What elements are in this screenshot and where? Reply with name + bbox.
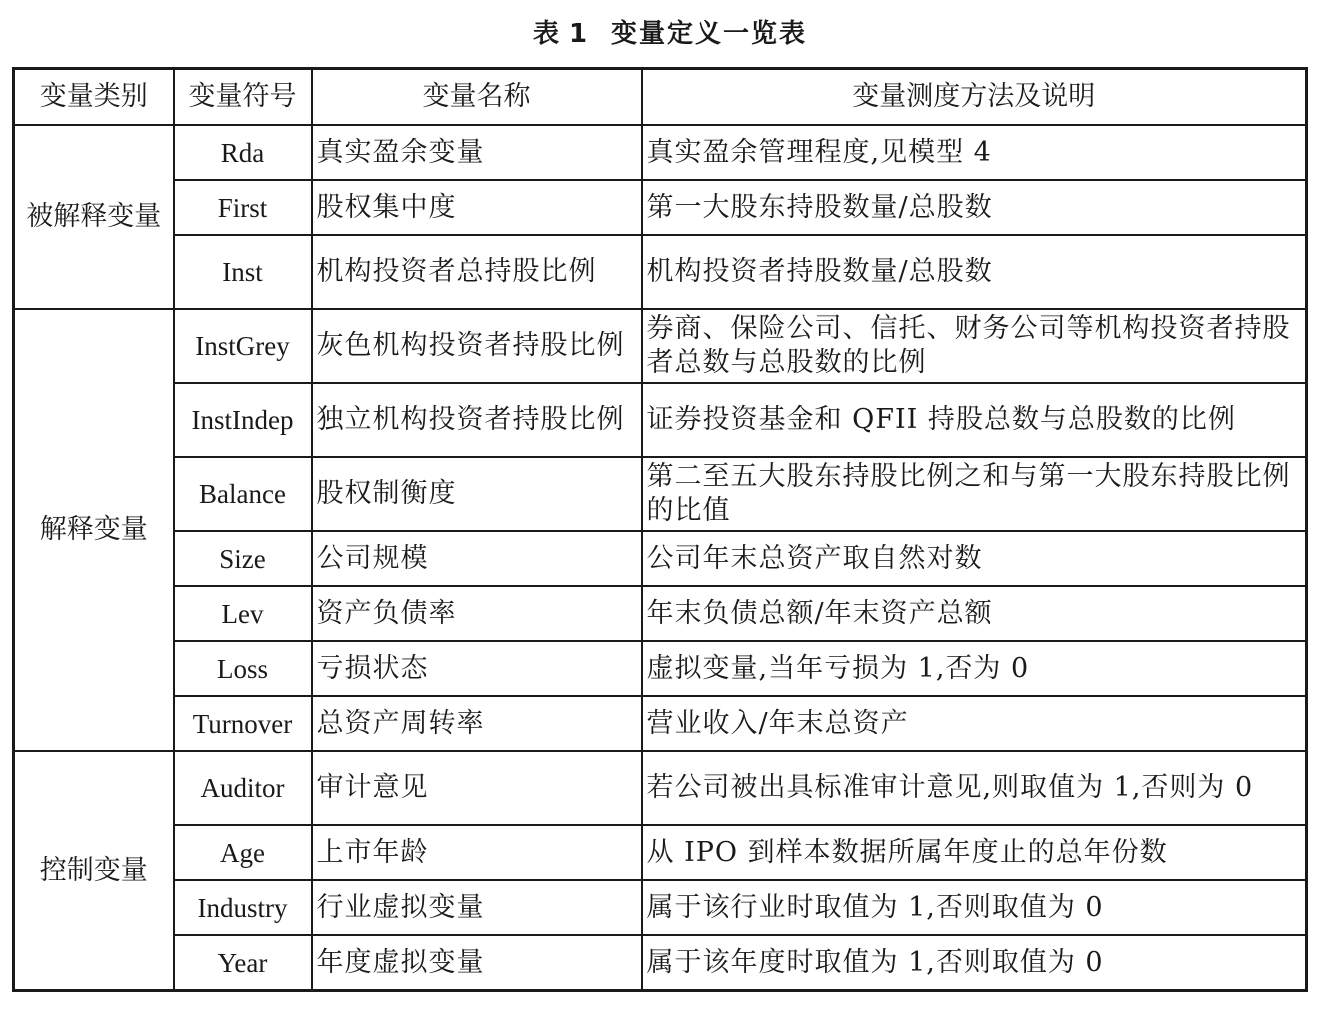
description-cell: 第二至五大股东持股比例之和与第一大股东持股比例的比值 [642,457,1307,531]
table-row [14,880,1307,935]
symbol-cell: InstGrey [174,309,312,383]
header-row [14,69,1307,126]
name-cell: 真实盈余变量 [312,125,642,180]
name-cell: 灰色机构投资者持股比例 [312,309,642,383]
variable-definition-table [12,67,1308,992]
symbol-cell: Lev [174,586,312,641]
description-cell: 若公司被出具标准审计意见,则取值为 1,否则为 0 [642,751,1307,825]
table-row [14,641,1307,696]
caption-title: 变量定义一览表 [611,19,808,49]
category-cell: 控制变量 [14,751,174,991]
header-name: 变量名称 [312,69,642,126]
symbol-cell: First [174,180,312,235]
symbol-cell: Loss [174,641,312,696]
caption-label: 表 [532,19,561,49]
table-row [14,235,1307,309]
description-cell: 公司年末总资产取自然对数 [642,531,1307,586]
name-cell: 行业虚拟变量 [312,880,642,935]
name-cell: 公司规模 [312,531,642,586]
name-cell: 年度虚拟变量 [312,935,642,991]
table-row [14,696,1307,751]
name-cell: 股权制衡度 [312,457,642,531]
name-cell: 资产负债率 [312,586,642,641]
symbol-cell: Rda [174,125,312,180]
table-row [14,531,1307,586]
description-cell: 营业收入/年末总资产 [642,696,1307,751]
table-row [14,825,1307,880]
table-row [14,180,1307,235]
symbol-cell: Age [174,825,312,880]
description-cell: 从 IPO 到样本数据所属年度止的总年份数 [642,825,1307,880]
description-cell: 券商、保险公司、信托、财务公司等机构投资者持股者总数与总股数的比例 [642,309,1307,383]
description-cell: 证券投资基金和 QFII 持股总数与总股数的比例 [642,383,1307,457]
description-cell: 真实盈余管理程度,见模型 4 [642,125,1307,180]
caption-number: 1 [568,19,590,49]
description-cell: 第一大股东持股数量/总股数 [642,180,1307,235]
symbol-cell: Inst [174,235,312,309]
category-cell: 被解释变量 [14,125,174,309]
description-cell: 机构投资者持股数量/总股数 [642,235,1307,309]
description-cell: 虚拟变量,当年亏损为 1,否为 0 [642,641,1307,696]
name-cell: 机构投资者总持股比例 [312,235,642,309]
name-cell: 股权集中度 [312,180,642,235]
header-description: 变量测度方法及说明 [642,69,1307,126]
table-row [14,751,1307,825]
name-cell: 独立机构投资者持股比例 [312,383,642,457]
header-symbol: 变量符号 [174,69,312,126]
symbol-cell: InstIndep [174,383,312,457]
name-cell: 上市年龄 [312,825,642,880]
table-row [14,935,1307,991]
table-row [14,586,1307,641]
symbol-cell: Auditor [174,751,312,825]
symbol-cell: Size [174,531,312,586]
table-row [14,309,1307,383]
description-cell: 属于该行业时取值为 1,否则取值为 0 [642,880,1307,935]
description-cell: 年末负债总额/年末资产总额 [642,586,1307,641]
header-category: 变量类别 [14,69,174,126]
symbol-cell: Industry [174,880,312,935]
symbol-cell: Turnover [174,696,312,751]
table-caption [0,14,1340,54]
description-cell: 属于该年度时取值为 1,否则取值为 0 [642,935,1307,991]
table-row [14,457,1307,531]
symbol-cell: Year [174,935,312,991]
name-cell: 审计意见 [312,751,642,825]
table-row [14,383,1307,457]
category-cell: 解释变量 [14,309,174,751]
name-cell: 总资产周转率 [312,696,642,751]
symbol-cell: Balance [174,457,312,531]
table-row [14,125,1307,180]
name-cell: 亏损状态 [312,641,642,696]
